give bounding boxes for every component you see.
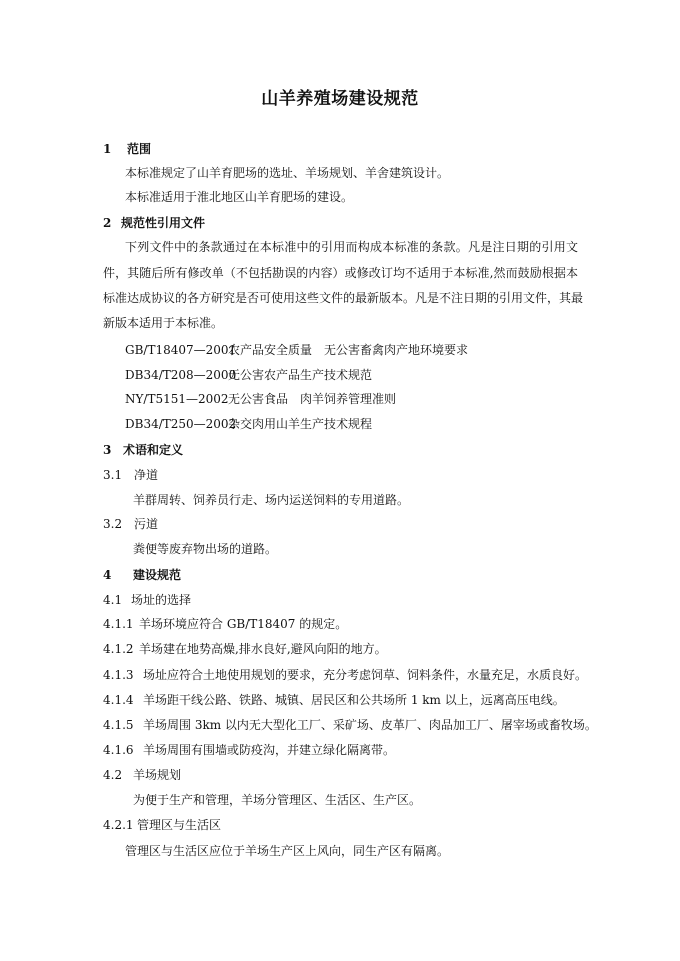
clause-number: 4.1.2 <box>103 642 134 656</box>
section-1-number: 1 <box>103 142 112 156</box>
clause-number: 4.1.5 <box>103 718 134 732</box>
section-2-heading: 规范性引用文件 <box>121 216 206 230</box>
reference-code: DB34/T250—2002 <box>125 417 237 431</box>
term-definition: 羊群周转、饲养员行走、场内运送饲料的专用道路。 <box>133 493 410 507</box>
section-2-paragraph-line: 标准达成协议的各方研究是否可使用这些文件的最新版本。凡是不注日期的引用文件，其最 <box>103 291 584 305</box>
clause-4-2-number: 4.2 <box>103 768 123 782</box>
term-name: 污道 <box>134 517 159 531</box>
section-4-heading: 建设规范 <box>133 568 182 582</box>
clause-number: 4.1.6 <box>103 743 134 757</box>
reference-code: DB34/T208—2000 <box>125 368 237 382</box>
clause-4-2-1-text: 管理区与生活区应位于羊场生产区上风向，同生产区有隔离。 <box>125 844 450 858</box>
term-definition: 粪便等废弃物出场的道路。 <box>133 542 278 556</box>
clause-4-2-title: 羊场规划 <box>133 768 182 782</box>
reference-code: GB/T18407—2001 <box>125 343 237 357</box>
clause-text: 场址应符合土地使用规划的要求，充分考虑饲草、饲料条件，水量充足，水质良好。 <box>143 668 588 682</box>
reference-title: 杂交肉用山羊生产技术规程 <box>228 417 373 431</box>
section-1-heading: 范围 <box>127 142 152 156</box>
term-number: 3.1 <box>103 468 123 482</box>
section-2-paragraph-line: 新版本适用于本标准。 <box>103 316 224 330</box>
section-1-paragraph-2: 本标准适用于淮北地区山羊育肥场的建设。 <box>125 190 354 204</box>
clause-number: 4.1.1 <box>103 617 134 631</box>
clause-text: 羊场周围有围墙或防疫沟，并建立绿化隔离带。 <box>143 743 396 757</box>
section-2-paragraph-line: 件，其随后所有修改单（不包括勘误的内容）或修改订均不适用于本标准,然而鼓励根据本 <box>103 266 578 280</box>
clause-4-2-1-title: 管理区与生活区 <box>137 818 222 832</box>
clause-4-2-text: 为便于生产和管理，羊场分管理区、生活区、生产区。 <box>133 793 422 807</box>
clause-number: 4.1.4 <box>103 693 134 707</box>
section-1-paragraph-1: 本标准规定了山羊育肥场的选址、羊场规划、羊舍建筑设计。 <box>125 166 450 180</box>
clause-text: 羊场建在地势高燥,排水良好,避风向阳的地方。 <box>139 642 387 656</box>
clause-4-1-number: 4.1 <box>103 593 123 607</box>
term-number: 3.2 <box>103 517 123 531</box>
clause-text: 羊场周围 3km 以内无大型化工厂、采矿场、皮革厂、肉品加工厂、屠宰场或畜牧场。 <box>143 718 597 732</box>
reference-code: NY/T5151—2002 <box>125 392 229 406</box>
section-4-number: 4 <box>103 568 112 582</box>
section-3-heading: 术语和定义 <box>123 443 184 457</box>
clause-text: 羊场距干线公路、铁路、城镇、居民区和公共场所 1 km 以上，远离高压电线。 <box>143 693 565 707</box>
section-3-number: 3 <box>103 443 112 457</box>
reference-title: 无公害食品 肉羊饲养管理准则 <box>228 392 397 406</box>
section-2-paragraph-line: 下列文件中的条款通过在本标准中的引用而构成本标准的条款。凡是注日期的引用文 <box>125 240 578 254</box>
section-2-number: 2 <box>103 216 112 230</box>
reference-title: 无公害农产品生产技术规范 <box>228 368 373 382</box>
term-name: 净道 <box>134 468 159 482</box>
document-title: 山羊养殖场建设规范 <box>261 89 419 109</box>
clause-number: 4.1.3 <box>103 668 134 682</box>
clause-text: 羊场环境应符合 GB/T18407 的规定。 <box>139 617 348 631</box>
reference-title: 农产品安全质量 无公害畜禽肉产地环境要求 <box>228 343 469 357</box>
clause-4-2-1-number: 4.2.1 <box>103 818 134 832</box>
clause-4-1-title: 场址的选择 <box>131 593 192 607</box>
